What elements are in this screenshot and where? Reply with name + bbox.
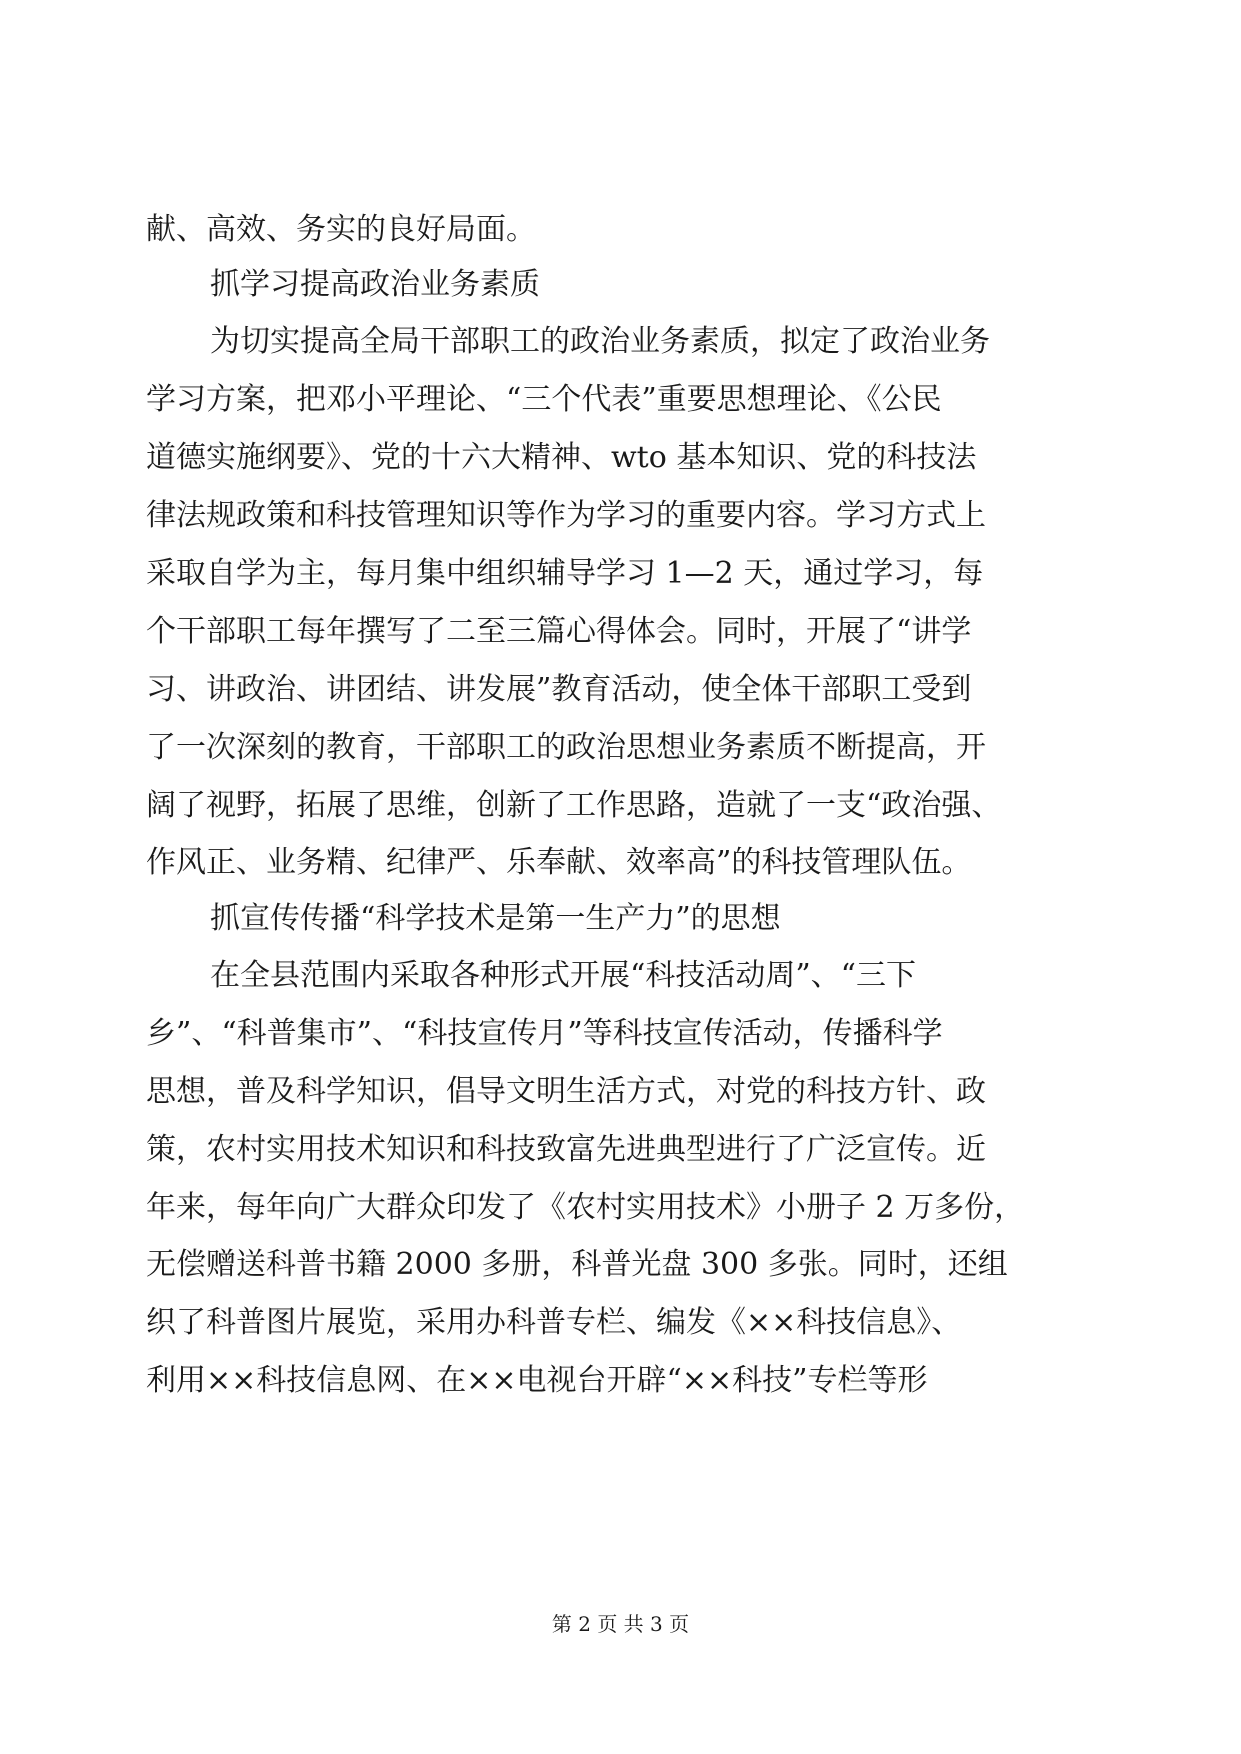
body-text-line: 了一次深刻的教育，干部职工的政治思想业务素质不断提高，开 bbox=[146, 730, 986, 765]
body-text-line: 织了科普图片展览，采用办科普专栏、编发《××科技信息》、 bbox=[146, 1305, 962, 1340]
body-text-line: 个干部职工每年撰写了二至三篇心得体会。同时，开展了“讲学 bbox=[146, 614, 972, 649]
body-text-line: 习、讲政治、讲团结、讲发展”教育活动，使全体干部职工受到 bbox=[146, 672, 972, 707]
page-number-footer: 第 2 页 共 3 页 bbox=[551, 1612, 690, 1636]
body-text-line: 道德实施纲要》、党的十六大精神、wto 基本知识、党的科技法 bbox=[146, 440, 977, 475]
body-text-line: 学习方案，把邓小平理论、“三个代表”重要思想理论、《公民 bbox=[146, 382, 942, 417]
body-text-line: 献、高效、务实的良好局面。 bbox=[146, 212, 536, 247]
body-text-line: 阔了视野，拓展了思维，创新了工作思路，造就了一支“政治强、 bbox=[146, 788, 1002, 823]
body-text-line: 为切实提高全局干部职工的政治业务素质，拟定了政治业务 bbox=[210, 324, 990, 359]
body-text-line: 在全县范围内采取各种形式开展“科技活动周”、“三下 bbox=[210, 958, 917, 993]
body-text-line: 年来，每年向广大群众印发了《农村实用技术》小册子 2 万多份， bbox=[146, 1190, 1025, 1225]
body-text-line: 作风正、业务精、纪律严、乐奉献、效率高”的科技管理队伍。 bbox=[146, 845, 972, 880]
section-heading: 抓宣传传播“科学技术是第一生产力”的思想 bbox=[210, 901, 781, 936]
body-text-line: 采取自学为主，每月集中组织辅导学习 1—2 天，通过学习，每 bbox=[146, 556, 984, 591]
body-text-line: 律法规政策和科技管理知识等作为学习的重要内容。学习方式上 bbox=[146, 498, 986, 533]
body-text-line: 利用××科技信息网、在××电视台开辟“××科技”专栏等形 bbox=[146, 1363, 928, 1398]
section-heading: 抓学习提高政治业务素质 bbox=[210, 267, 540, 302]
body-text-line: 策，农村实用技术知识和科技致富先进典型进行了广泛宣传。近 bbox=[146, 1132, 986, 1167]
body-text-line: 无偿赠送科普书籍 2000 多册，科普光盘 300 多张。同时，还组 bbox=[146, 1247, 1008, 1282]
body-text-line: 乡”、“科普集市”、“科技宣传月”等科技宣传活动，传播科学 bbox=[146, 1016, 943, 1051]
body-text-line: 思想，普及科学知识，倡导文明生活方式，对党的科技方针、政 bbox=[146, 1074, 986, 1109]
